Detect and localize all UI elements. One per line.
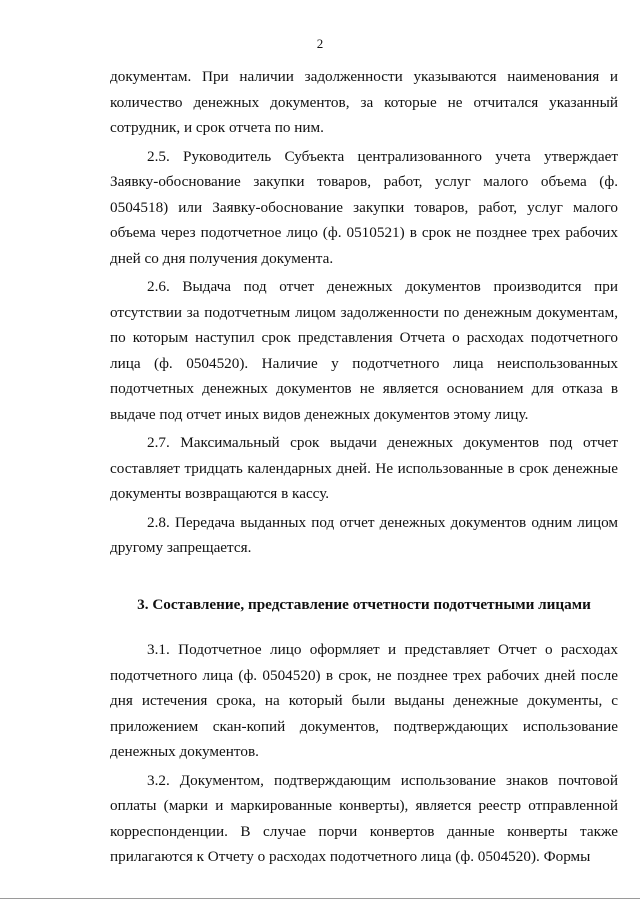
paragraph-2-8: 2.8. Передача выданных под отчет денежных документов одним лицом другому запрещается.	[110, 513, 618, 556]
paragraph-3-1: 3.1. Подотчетное лицо оформляет и представляет Отчет о расходах подотчетного лица (ф. 0504520) в срок, не позднее трех рабочих дней после дня истечения срока, на который были выданы денежные документы, с приложением скан-копий документов, подтверждающих использование денежных документов.	[110, 641, 618, 760]
page-number: 2	[316, 36, 324, 51]
section-heading: 3. Составление, представление отчетности подотчетными лицами	[137, 595, 591, 613]
document-body	[110, 64, 618, 870]
scan-edge-divider	[0, 898, 640, 899]
paragraph-2-5: 2.5. Руководитель Субъекта централизованного учета утверждает Заявку-обоснование закупки товаров, работ, услуг малого объема (ф. 0504518) или Заявку-обоснование закупки товаров, работ, услуг малого объема через подотчетное лицо (ф. 0510521) в срок не позднее трех рабочих дней со дня получения документа.	[110, 147, 618, 267]
paragraph-2-7: 2.7. Максимальный срок выдачи денежных документов под отчет составляет тридцать календарных дней. Не использованные в срок денежные документы возвращаются в кассу.	[110, 434, 618, 502]
paragraph-2-6: 2.6. Выдача под отчет денежных документов производится при отсутствии за подотчетным лицом задолженности по денежным документам, по которым наступил срок представления Отчета о расходах подотчетного лица (ф. 0504520). Наличие у подотчетного лица неиспользованных подотчетных денежных документов не является основанием для отказа в выдаче под отчет иных видов денежных документов этому лицу.	[110, 278, 618, 423]
paragraph-3-2: 3.2. Документом, подтверждающим использование знаков почтовой оплаты (марки и маркированные конверты), является реестр отправленной корреспонденции. В случае порчи конвертов данные конверты также прилагаются к Отчету о расходах подотчетного лица (ф. 0504520). Формы	[110, 771, 618, 865]
paragraph-continuation: документам. При наличии задолженности указываются наименования и количество денежных документов, за которые не отчитался указанный сотрудник, и срок отчета по ним.	[110, 68, 618, 136]
